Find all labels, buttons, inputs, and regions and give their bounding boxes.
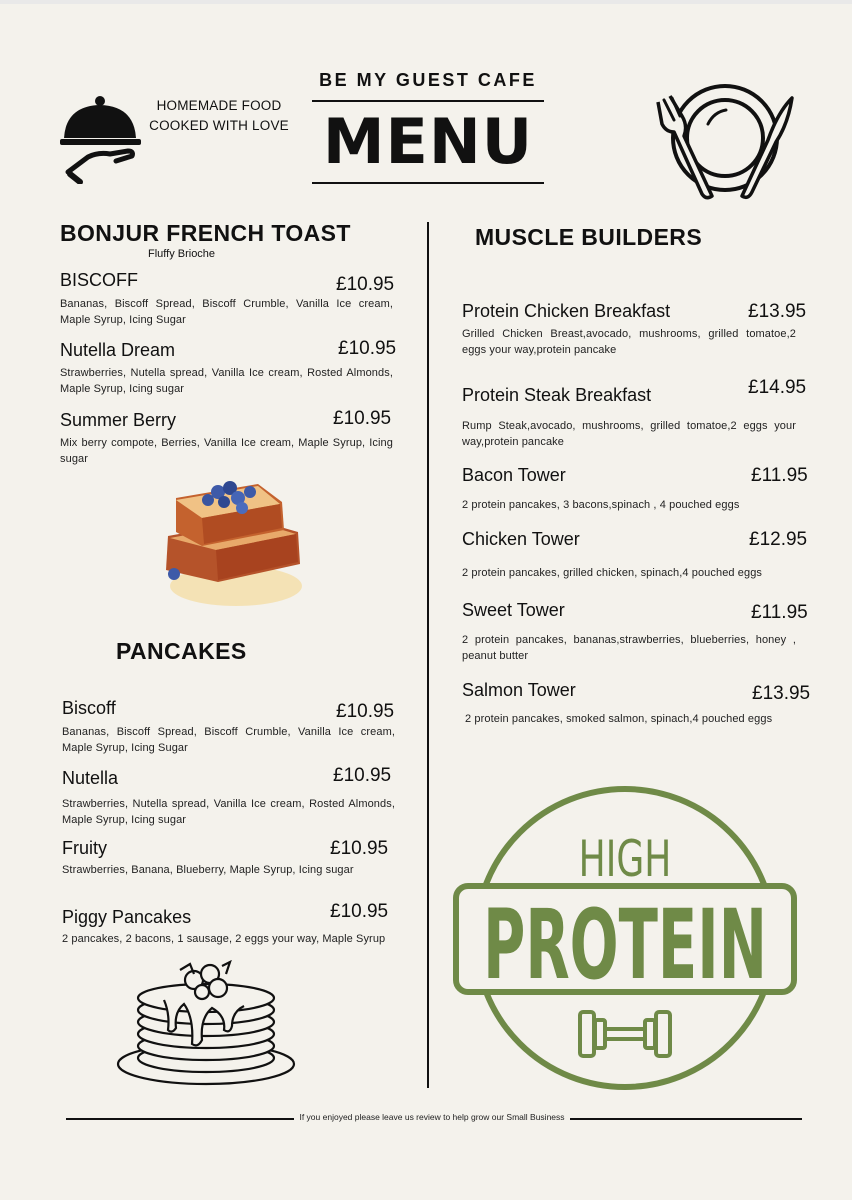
- pancakes-section-title: PANCAKES: [116, 638, 247, 664]
- menu-item-price: £10.95: [338, 338, 397, 359]
- dumbbell-icon: [580, 1012, 670, 1056]
- menu-item-price: £12.95: [749, 529, 808, 550]
- menu-item-price: £14.95: [748, 377, 807, 398]
- menu-item-name: Nutella Dream: [60, 340, 176, 360]
- menu-item-name: Protein Chicken Breakfast: [462, 301, 671, 321]
- menu-item-price: £10.95: [336, 701, 395, 722]
- footer-rule-left: [66, 1118, 294, 1120]
- title-rule-bottom: [312, 182, 544, 184]
- top-edge: [0, 0, 852, 4]
- menu-item-name: Fruity: [62, 838, 107, 858]
- muscle-builders-section-title: MUSCLE BUILDERS: [475, 224, 703, 250]
- stamp-line-2: PROTEIN: [483, 889, 767, 1002]
- menu-item-price: £10.95: [336, 274, 395, 295]
- menu-item-name: Bacon Tower: [462, 465, 566, 485]
- column-divider: [427, 222, 429, 1088]
- menu-item-description: Strawberries, Nutella spread, Vanilla Ice cream, Rosted Almonds, Maple Syrup, Icing sugar: [62, 798, 395, 826]
- cafe-name: BE MY GUEST CAFE: [319, 70, 537, 90]
- serving-cloche-icon: [58, 94, 144, 184]
- menu-item-description: Bananas, Biscoff Spread, Biscoff Crumble, Vanilla Ice cream, Maple Syrup, Icing Sugar: [62, 726, 395, 754]
- menu-item-description: Strawberries, Nutella spread, Vanilla Ice cream, Rosted Almonds, Maple Syrup, Icing sugar: [60, 367, 393, 395]
- menu-item-price: £11.95: [751, 602, 808, 623]
- menu-item-description: Mix berry compote, Berries, Vanilla Ice cream, Maple Syrup, Icing sugar: [60, 437, 393, 465]
- menu-item-name: Nutella: [62, 768, 119, 788]
- french-toast-illustration: [146, 474, 310, 616]
- title-rule-top: [312, 100, 544, 102]
- menu-item-name: Sweet Tower: [462, 600, 565, 620]
- menu-item-price: £13.95: [752, 683, 811, 704]
- menu-item-description: 2 pancakes, 2 bacons, 1 sausage, 2 eggs your way, Maple Syrup: [62, 933, 386, 945]
- menu-item-description: Bananas, Biscoff Spread, Biscoff Crumble, Vanilla Ice cream, Maple Syrup, Icing Sugar: [60, 298, 393, 326]
- stamp-line-1: HIGH: [578, 831, 672, 889]
- menu-item-name: Chicken Tower: [462, 529, 580, 549]
- menu-title: MENU: [322, 105, 534, 178]
- tagline: [140, 96, 298, 136]
- menu-item-name: Protein Steak Breakfast: [462, 385, 652, 405]
- menu-item-description: 2 protein pancakes, 3 bacons,spinach , 4 pouched eggs: [462, 499, 740, 511]
- menu-item-price: £10.95: [333, 765, 392, 786]
- high-protein-stamp: [452, 780, 798, 1100]
- plate-cutlery-icon: [652, 80, 798, 204]
- menu-item-price: £10.95: [330, 901, 389, 922]
- french-toast-subtitle: Fluffy Brioche: [148, 248, 216, 260]
- menu-item-description: Rump Steak,avocado, mushrooms, grilled tomatoe,2 eggs your way,protein pancake: [462, 420, 796, 448]
- menu-item-description: 2 protein pancakes, bananas,strawberries, blueberries, honey , peanut butter: [462, 634, 796, 662]
- menu-item-name: Summer Berry: [60, 410, 177, 430]
- menu-item-price: £11.95: [751, 465, 808, 486]
- pancake-stack-illustration: [114, 960, 298, 1090]
- menu-item-price: £10.95: [333, 408, 392, 429]
- footer-text: If you enjoyed please leave us review to help grow our Small Business: [299, 1112, 565, 1122]
- french-toast-section-title: BONJUR FRENCH TOAST: [60, 220, 351, 246]
- menu-item-description: 2 protein pancakes, smoked salmon, spinach,4 pouched eggs: [465, 713, 773, 725]
- menu-item-price: £13.95: [748, 301, 807, 322]
- menu-item-description: Grilled Chicken Breast,avocado, mushrooms, grilled tomatoe,2 eggs your way,protein pancake: [462, 328, 796, 356]
- menu-item-description: Strawberries, Banana, Blueberry, Maple Syrup, Icing sugar: [62, 864, 354, 876]
- tagline-line-1: HOMEMADE FOOD: [156, 98, 282, 113]
- menu-item-name: BISCOFF: [60, 270, 139, 290]
- menu-item-name: Biscoff: [62, 698, 116, 718]
- menu-item-name: Piggy Pancakes: [62, 907, 192, 927]
- menu-item-name: Salmon Tower: [462, 680, 576, 700]
- tagline-line-2: COOKED WITH LOVE: [149, 118, 289, 133]
- menu-item-price: £10.95: [330, 838, 389, 859]
- menu-item-description: 2 protein pancakes, grilled chicken, spinach,4 pouched eggs: [462, 567, 763, 579]
- footer-rule-right: [570, 1118, 802, 1120]
